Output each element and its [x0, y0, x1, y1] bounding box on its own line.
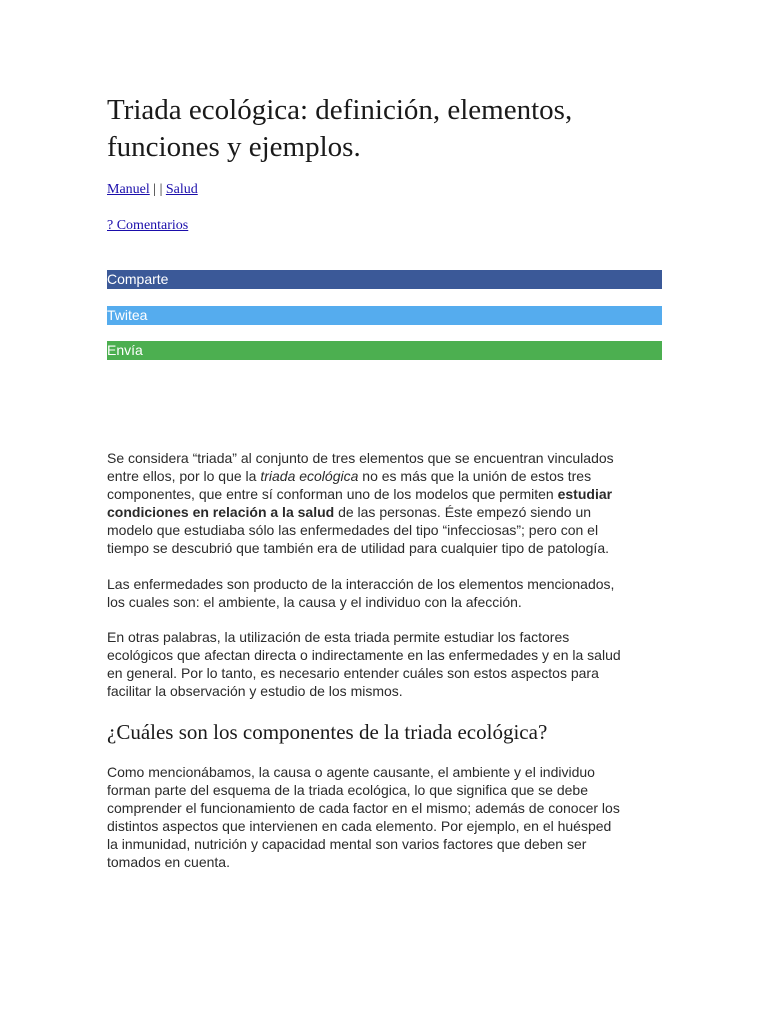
share-twitter-label: Twitea: [107, 307, 148, 323]
text-line: Se considera “triada” al conjunto de tres elementos que se encuentran vinculados: [107, 450, 614, 466]
title-line: Triada ecológica: definición, elementos,: [107, 94, 573, 126]
bold-term: condiciones en relación a la salud: [107, 504, 335, 520]
text-span: entre ellos, por lo que la: [107, 468, 261, 484]
text-span: componentes, que entre sí conforman uno de los modelos que permiten: [107, 486, 558, 502]
paragraph-other-words: [107, 628, 659, 700]
text-line: modelo que estudiaba sólo las enfermedades del tipo “infecciosas”; pero con el: [107, 522, 599, 538]
text-line: en general. Por lo tanto, es necesario entender cuáles son estos aspectos para: [107, 665, 599, 681]
paragraph-diseases: [107, 575, 659, 611]
text-line: ecológicos que afectan directa o indirectamente en las enfermedades y en la salud: [107, 647, 621, 663]
text-line: Como mencionábamos, la causa o agente causante, el ambiente y el individuo: [107, 764, 595, 780]
text-line: comprender el funcionamiento de cada factor en el mismo; además de conocer los: [107, 800, 620, 816]
page-title: [107, 92, 662, 166]
text-line: tomados en cuenta.: [107, 854, 230, 870]
text-line: [107, 467, 659, 485]
author-link[interactable]: Manuel: [107, 182, 150, 197]
text-line: [107, 503, 659, 521]
article-meta: [107, 181, 198, 199]
share-twitter-button[interactable]: [107, 306, 662, 325]
share-email-label: Envía: [107, 342, 143, 358]
share-facebook-label: Comparte: [107, 271, 169, 287]
italic-term: triada ecológica: [260, 468, 359, 484]
text-line: la inmunidad, nutrición y capacidad mental son varios factores que deben ser: [107, 836, 587, 852]
share-facebook-button[interactable]: [107, 270, 662, 289]
comments-row: [107, 217, 188, 235]
text-line: facilitar la observación y estudio de los mismos.: [107, 683, 403, 699]
text-line: tiempo se descubrió que también era de utilidad para cualquier tipo de patología.: [107, 540, 609, 556]
text-line: los cuales son: el ambiente, la causa y el individuo con la afección.: [107, 594, 522, 610]
text-line: Las enfermedades son producto de la interacción de los elementos mencionados,: [107, 576, 615, 592]
paragraph-intro: [107, 449, 659, 557]
text-line: [107, 485, 659, 503]
text-span: no es más que la unión de estos tres: [358, 468, 592, 484]
bold-term: estudiar: [557, 486, 613, 502]
share-email-button[interactable]: [107, 341, 662, 360]
meta-separator: | |: [149, 182, 166, 197]
title-line: funciones y ejemplos.: [107, 131, 361, 163]
section-heading: ¿Cuáles son los componentes de la triada ecológica?: [107, 720, 548, 744]
category-link[interactable]: Salud: [165, 182, 198, 197]
text-line: distintos aspectos que intervienen en cada elemento. Por ejemplo, en el huésped: [107, 818, 612, 834]
text-line: forman parte del esquema de la triada ecológica, lo que significa que se debe: [107, 782, 588, 798]
comments-link[interactable]: ? Comentarios: [107, 218, 189, 233]
text-line: En otras palabras, la utilización de esta triada permite estudiar los factores: [107, 629, 570, 645]
text-span: de las personas. Éste empezó siendo un: [334, 504, 592, 520]
paragraph-components: [107, 763, 659, 871]
